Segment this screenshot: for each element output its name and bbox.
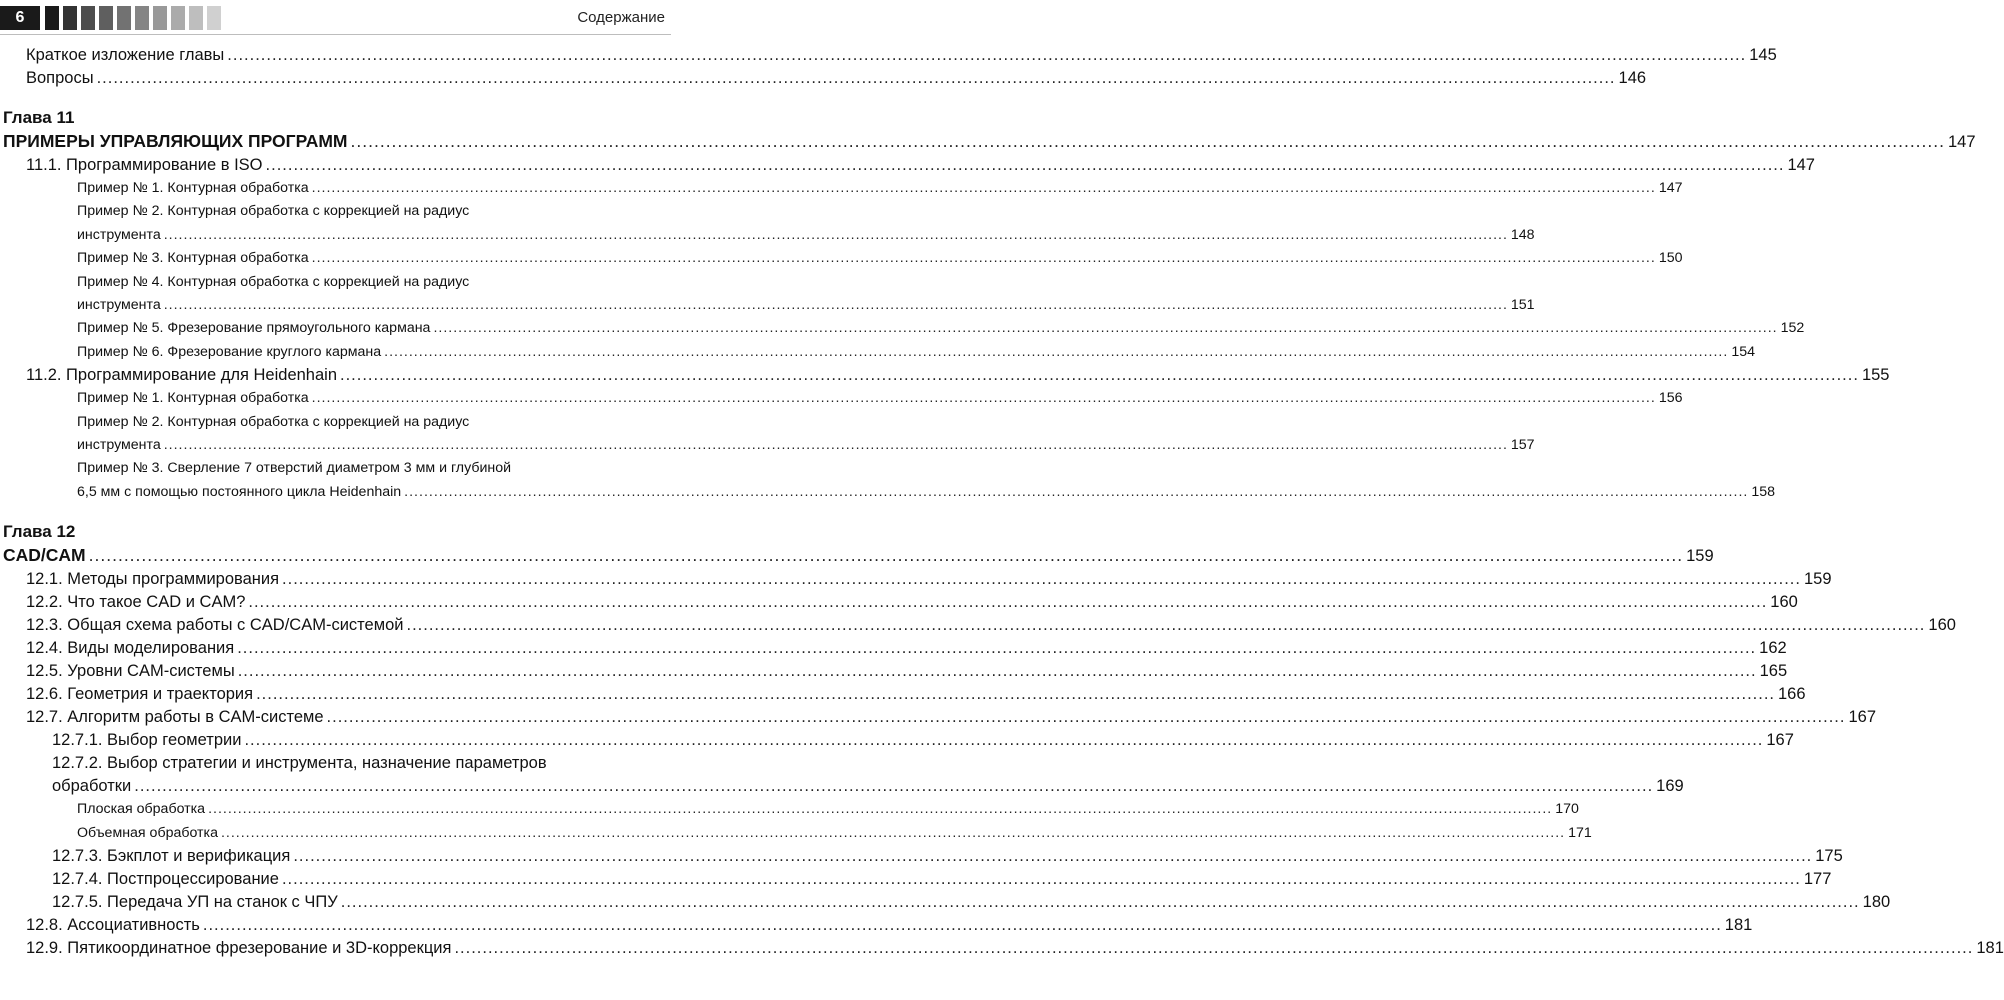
toc-entry-line1[interactable]: Пример № 3. Сверление 7 отверстий диаметром 3 мм и глубиной bbox=[77, 460, 512, 477]
toc-entry-title: инструмента bbox=[77, 437, 161, 454]
leader-dots bbox=[227, 44, 1746, 67]
leader-dots bbox=[312, 177, 1656, 200]
toc-subsection-entry[interactable] bbox=[0, 845, 1843, 868]
toc-entry-page: 155 bbox=[1861, 366, 1890, 385]
toc-example-entry[interactable] bbox=[0, 434, 1535, 457]
toc-entry-title: 6,5 мм с помощью постоянного цикла Heidenhain bbox=[77, 483, 402, 500]
leader-dots bbox=[384, 341, 1728, 364]
toc-example-entry[interactable] bbox=[0, 247, 1683, 270]
table-of-contents bbox=[0, 44, 2004, 960]
toc-entry-page: 154 bbox=[1731, 343, 1755, 360]
toc-entry-page: 169 bbox=[1656, 777, 1684, 796]
toc-entry-title: Плоская обработка bbox=[77, 801, 206, 818]
header-rule bbox=[0, 34, 671, 35]
leader-dots bbox=[248, 591, 1767, 614]
page-header bbox=[0, 6, 671, 30]
toc-section-entry[interactable] bbox=[0, 154, 1815, 177]
toc-entry-title: инструмента bbox=[77, 297, 161, 314]
leader-dots bbox=[341, 891, 1860, 914]
chapter-label: Глава 12 bbox=[3, 522, 76, 542]
toc-entry-page: 147 bbox=[1787, 156, 1815, 174]
toc-subsection-entry[interactable] bbox=[0, 729, 1794, 752]
toc-entry-page: 162 bbox=[1759, 639, 1787, 658]
decor-block bbox=[171, 6, 185, 30]
toc-entry-title: 12.4. Виды моделирования bbox=[26, 639, 235, 658]
leader-dots bbox=[266, 154, 1785, 177]
toc-example-entry[interactable] bbox=[0, 387, 1683, 410]
leader-dots bbox=[134, 775, 1653, 798]
leader-dots bbox=[327, 706, 1846, 729]
toc-subsection-entry[interactable] bbox=[0, 891, 1891, 914]
toc-entry-page: 171 bbox=[1568, 824, 1592, 841]
toc-example-entry[interactable] bbox=[0, 822, 1592, 845]
toc-entry-title: Краткое изложение главы bbox=[26, 46, 225, 64]
toc-entry-page: 181 bbox=[1724, 916, 1753, 935]
leader-dots bbox=[89, 543, 1683, 567]
toc-entry-title: Пример № 6. Фрезерование круглого кармана bbox=[77, 343, 382, 360]
decor-block bbox=[45, 6, 59, 30]
toc-entry-line1[interactable]: 12.7.2. Выбор стратегии и инструмента, назначение параметров bbox=[52, 754, 547, 773]
decor-block bbox=[153, 6, 167, 30]
toc-entry-page: 165 bbox=[1759, 662, 1788, 681]
toc-section-entry[interactable] bbox=[0, 914, 1753, 937]
leader-dots bbox=[351, 129, 1945, 153]
leader-dots bbox=[221, 822, 1565, 845]
toc-entry-page: 156 bbox=[1658, 390, 1683, 407]
decor-block bbox=[63, 6, 77, 30]
toc-section-entry[interactable] bbox=[0, 364, 1890, 387]
running-title: Содержание bbox=[577, 9, 665, 26]
toc-entry-page: 180 bbox=[1862, 893, 1891, 912]
chapter-title-entry[interactable] bbox=[0, 129, 1976, 154]
toc-entry-page: 150 bbox=[1658, 250, 1683, 267]
chapter-title: ПРИМЕРЫ УПРАВЛЯЮЩИХ ПРОГРАММ bbox=[3, 131, 348, 151]
toc-section-entry[interactable] bbox=[0, 591, 1798, 614]
toc-entry-page: 159 bbox=[1686, 547, 1714, 566]
decor-block bbox=[189, 6, 203, 30]
toc-entry-title: 11.1. Программирование в ISO bbox=[26, 156, 263, 174]
leader-dots bbox=[282, 568, 1801, 591]
leader-dots bbox=[238, 660, 1757, 683]
toc-entry-title: 12.9. Пятикоординатное фрезерование и 3D-коррекция bbox=[26, 939, 452, 958]
leader-dots bbox=[340, 364, 1859, 387]
toc-entry-title: Объемная обработка bbox=[77, 824, 218, 841]
toc-entry-page: 166 bbox=[1778, 685, 1806, 704]
toc-entry-title: 12.7. Алгоритм работы в CAM-системе bbox=[26, 708, 324, 727]
toc-entry[interactable] bbox=[0, 44, 1777, 67]
toc-entry-page: 181 bbox=[1976, 939, 2004, 958]
toc-entry-title: 12.3. Общая схема работы с CAD/CAM-системой bbox=[26, 616, 404, 635]
leader-dots bbox=[164, 294, 1508, 317]
toc-entry-title: 12.2. Что такое CAD и CAM? bbox=[26, 593, 246, 612]
leader-dots bbox=[164, 434, 1508, 457]
toc-entry-page: 167 bbox=[1766, 731, 1794, 750]
toc-entry-title: 12.5. Уровни CAM-системы bbox=[26, 662, 235, 681]
toc-example-entry[interactable] bbox=[0, 224, 1535, 247]
leader-dots bbox=[164, 224, 1508, 247]
leader-dots bbox=[256, 683, 1775, 706]
toc-entry-page: 146 bbox=[1618, 69, 1647, 87]
toc-entry-page: 175 bbox=[1815, 847, 1843, 866]
toc-entry-title: Пример № 5. Фрезерование прямоугольного кармана bbox=[77, 320, 431, 337]
toc-section-entry[interactable] bbox=[0, 937, 2004, 960]
toc-section-entry[interactable] bbox=[0, 683, 1806, 706]
chapter-label: Глава 11 bbox=[3, 108, 75, 127]
leader-dots bbox=[404, 481, 1748, 504]
decor-block bbox=[135, 6, 149, 30]
toc-example-entry[interactable] bbox=[0, 481, 1775, 504]
leader-dots bbox=[433, 317, 1777, 340]
toc-example-entry[interactable] bbox=[0, 341, 1755, 364]
toc-entry-line1[interactable]: Пример № 4. Контурная обработка с коррекцией на радиус bbox=[77, 273, 470, 290]
toc-entry-title: обработки bbox=[52, 777, 132, 796]
leader-dots bbox=[406, 614, 1925, 637]
toc-entry-title: инструмента bbox=[77, 226, 161, 243]
leader-dots bbox=[203, 914, 1722, 937]
toc-subsection-entry[interactable] bbox=[0, 775, 1684, 798]
decor-block bbox=[99, 6, 113, 30]
toc-example-entry[interactable] bbox=[0, 294, 1535, 317]
leader-dots bbox=[208, 798, 1552, 821]
toc-entry-page: 148 bbox=[1510, 226, 1535, 243]
toc-entry-page: 158 bbox=[1751, 483, 1775, 500]
toc-subsection-entry[interactable] bbox=[0, 868, 1832, 891]
toc-section-entry[interactable] bbox=[0, 660, 1788, 683]
leader-dots bbox=[282, 868, 1801, 891]
toc-example-entry[interactable] bbox=[0, 177, 1683, 200]
leader-dots bbox=[312, 387, 1656, 410]
toc-entry-page: 157 bbox=[1510, 437, 1535, 454]
toc-entry-title: 11.2. Программирование для Heidenhain bbox=[26, 366, 338, 385]
toc-entry-title: 12.7.1. Выбор геометрии bbox=[52, 731, 242, 750]
toc-entry-title: Вопросы bbox=[26, 69, 94, 87]
toc-entry-title: 12.8. Ассоциативность bbox=[26, 916, 200, 935]
toc-entry-page: 170 bbox=[1555, 801, 1579, 818]
toc-entry-title: 12.1. Методы программирования bbox=[26, 570, 280, 589]
toc-entry-title: Пример № 1. Контурная обработка bbox=[77, 390, 309, 407]
toc-section-entry[interactable] bbox=[0, 614, 1956, 637]
toc-entry-title: 12.7.4. Постпроцессирование bbox=[52, 870, 279, 889]
toc-entry-line1[interactable]: Пример № 2. Контурная обработка с коррекцией на радиус bbox=[77, 203, 470, 220]
toc-section-entry[interactable] bbox=[0, 568, 1832, 591]
toc-entry-page: 147 bbox=[1948, 133, 1976, 151]
chapter-title: CAD/CAM bbox=[3, 545, 86, 566]
toc-entry-page: 145 bbox=[1749, 46, 1777, 64]
decor-block bbox=[117, 6, 131, 30]
toc-entry-page: 177 bbox=[1803, 870, 1832, 889]
leader-dots bbox=[244, 729, 1763, 752]
leader-dots bbox=[312, 247, 1656, 270]
toc-entry-title: 12.7.5. Передача УП на станок с ЧПУ bbox=[52, 893, 338, 912]
toc-entry-page: 152 bbox=[1780, 320, 1805, 337]
leader-dots bbox=[293, 845, 1812, 868]
toc-example-entry[interactable] bbox=[0, 317, 1805, 340]
toc-entry-page: 151 bbox=[1510, 297, 1535, 314]
leader-dots bbox=[97, 67, 1616, 90]
chapter-title-entry[interactable] bbox=[0, 543, 1714, 568]
toc-entry-title: 12.7.3. Бэкплот и верификация bbox=[52, 847, 291, 866]
decor-block bbox=[81, 6, 95, 30]
leader-dots bbox=[237, 637, 1756, 660]
toc-entry-line1[interactable]: Пример № 2. Контурная обработка с коррекцией на радиус bbox=[77, 413, 470, 430]
leader-dots bbox=[454, 937, 1973, 960]
toc-entry-page: 160 bbox=[1770, 593, 1798, 612]
toc-entry[interactable] bbox=[0, 67, 1647, 90]
toc-example-entry[interactable] bbox=[0, 798, 1579, 821]
header-decor-blocks bbox=[45, 6, 221, 30]
toc-entry-page: 160 bbox=[1928, 616, 1956, 635]
toc-section-entry[interactable] bbox=[0, 637, 1787, 660]
toc-entry-page: 167 bbox=[1848, 708, 1876, 727]
toc-entry-title: Пример № 3. Контурная обработка bbox=[77, 250, 309, 267]
toc-entry-page: 147 bbox=[1658, 180, 1683, 196]
page-number: 6 bbox=[0, 6, 40, 30]
toc-entry-page: 159 bbox=[1803, 570, 1832, 589]
toc-entry-title: 12.6. Геометрия и траектория bbox=[26, 685, 254, 704]
toc-entry-title: Пример № 1. Контурная обработка bbox=[77, 180, 309, 196]
decor-block bbox=[207, 6, 221, 30]
toc-section-entry[interactable] bbox=[0, 706, 1876, 729]
